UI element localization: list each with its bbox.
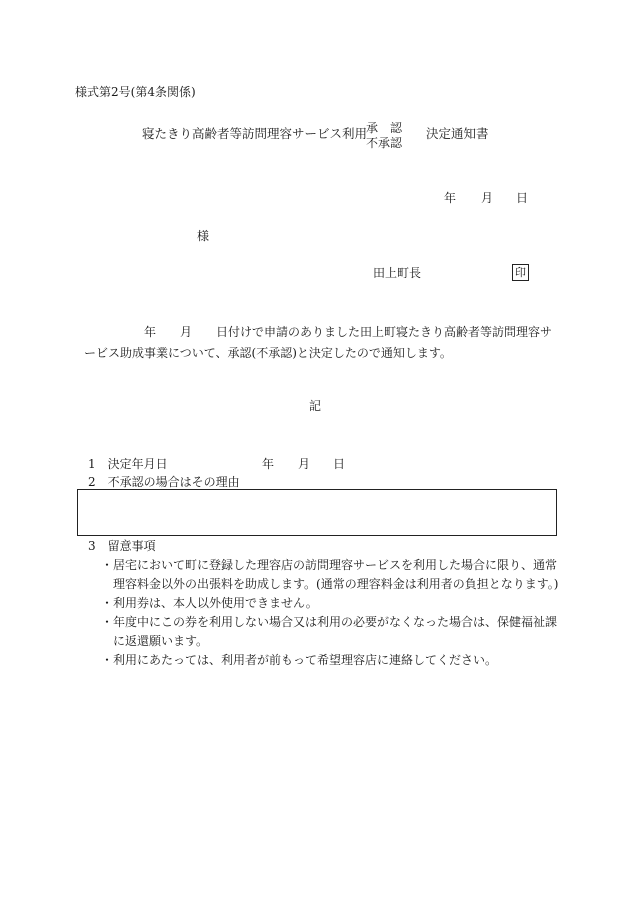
addressee-suffix: 様: [197, 229, 210, 243]
bullet: ・: [101, 653, 114, 667]
issue-date-year: 年: [444, 191, 457, 205]
seal-mark: 印: [512, 264, 529, 281]
note-text: 利用にあたっては、利用者が前もって希望理容店に連絡してください。: [113, 653, 498, 667]
notes-heading: 3 留意事項: [88, 539, 156, 553]
notes-list: [101, 556, 563, 670]
bullet: ・: [101, 558, 114, 572]
issuer-name: 田上町長: [373, 266, 422, 280]
form-number: 様式第2号(第4条関係): [75, 85, 196, 99]
list-item: [101, 594, 563, 613]
ki-heading: 記: [309, 399, 322, 413]
note-text: 利用券は、本人以外使用できません。: [113, 596, 318, 610]
bullet: ・: [101, 596, 114, 610]
decision-date-month: 月: [298, 457, 311, 471]
issue-date-day: 日: [516, 191, 529, 205]
body-year: 年: [144, 325, 157, 339]
document-title-suffix: 決定通知書: [426, 126, 489, 141]
approve-option: 承 認: [366, 121, 403, 135]
document-title-prefix: 寝たきり高齢者等訪問理容サービス利用: [142, 126, 368, 141]
bullet: ・: [101, 615, 114, 629]
approval-choice: [366, 121, 402, 151]
list-item: [101, 613, 563, 651]
list-item: [101, 556, 563, 594]
note-text: 年度中にこの券を利用しない場合又は利用の必要がなくなった場合は、保健福祉課に返還願います。: [113, 615, 558, 648]
body-text: 日付けで申請のありました田上町寝たきり高齢者等訪問理容サービス助成事業について、承認(不承認)と決定したので通知します。: [84, 325, 553, 360]
disapprove-option: 不承認: [366, 136, 403, 150]
decision-date-label: 1 決定年月日: [88, 457, 168, 471]
decision-date-year: 年: [262, 457, 275, 471]
note-text: 居宅において町に登録した理容店の訪問理容サービスを利用した場合に限り、通常理容料金以外の出張料を助成します。(通常の理容料金は利用者の負担となります。): [113, 558, 559, 591]
decision-date-day: 日: [333, 457, 346, 471]
body-month: 月: [180, 325, 193, 339]
issue-date-month: 月: [481, 191, 494, 205]
notice-body: [84, 322, 562, 364]
disapproval-reason-label: 2 不承認の場合はその理由: [88, 475, 240, 489]
list-item: [101, 651, 563, 670]
disapproval-reason-box[interactable]: [77, 489, 557, 536]
